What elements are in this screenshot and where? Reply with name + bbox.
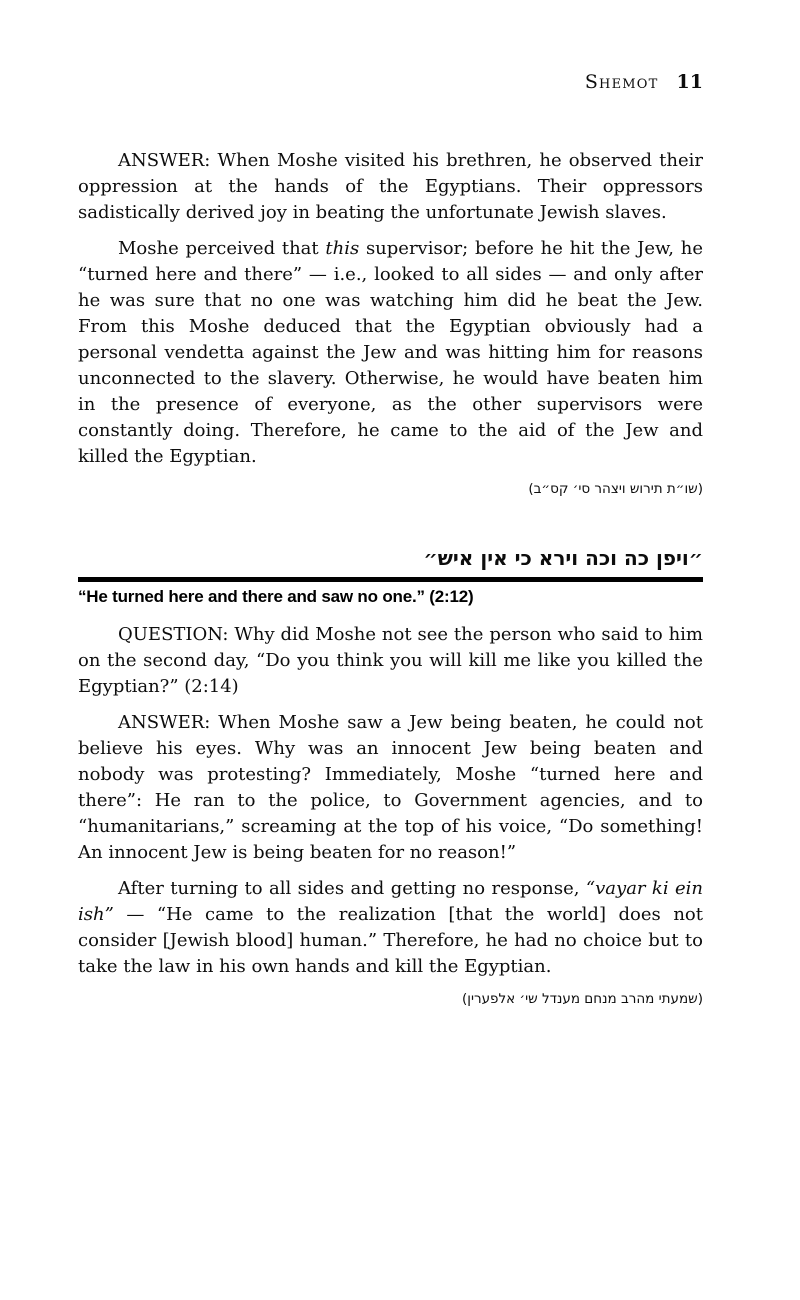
- explanation-text-pre: Moshe perceived that: [118, 238, 326, 259]
- explanation-text-italic: this: [325, 238, 360, 259]
- hebrew-citation-1: (שו״ת תירוש ויצהר סי׳ קס״ב): [528, 481, 703, 497]
- book-title: Shemot: [584, 71, 659, 93]
- heading-divider-rule: [78, 577, 703, 582]
- hebrew-verse-heading: ״ויפן כה וכה וירא כי אין איש״: [423, 546, 703, 570]
- explanation-text-post: supervisor; before he hit the Jew, he “turned here and there” — i.e., looked to all sides — and only after he was sure that no one was watching him did he beat the Jew. From this Moshe deduced that the Egyptian obviously had a personal vendetta against the Jew and was hitting him for reasons unconnected to the slavery. Otherwise, he would have beaten him in the presence of everyone, as the other supervisors were constantly doing. Therefore, he came to the aid of the Jew and killed the Egyptian.: [78, 238, 703, 467]
- question-paragraph: QUESTION: Why did Moshe not see the person who said to him on the second day, “Do you think you will kill me like you killed the Egyptian?” (2:14): [78, 624, 703, 697]
- page-number: 11: [676, 71, 703, 93]
- answer-paragraph-1: ANSWER: When Moshe visited his brethren, he observed their oppression at the hands of the Egyptians. Their oppressors sadistically derived joy in beating the unfortunate Jewish slaves.: [78, 150, 703, 223]
- conclusion-paragraph: [78, 876, 703, 980]
- english-verse-heading: “He turned here and there and saw no one.” (2:12): [78, 587, 474, 606]
- conclusion-text-italic: “vayar ki ein ish”: [78, 878, 703, 925]
- conclusion-text-post: — “He came to the realization [that the world] does not consider [Jewish blood] human.” Therefore, he had no choice but to take the law in his own hands and kill the Egyptian.: [78, 904, 703, 977]
- page-header: [78, 70, 703, 94]
- explanation-paragraph: [78, 236, 703, 470]
- conclusion-text-pre: After turning to all sides and getting no response,: [118, 878, 586, 899]
- hebrew-citation-2: (שמעתי מהרב מנחם מענדל שי׳ אלפערין): [462, 991, 703, 1007]
- section-heading: [78, 546, 703, 608]
- answer-paragraph-2: ANSWER: When Moshe saw a Jew being beaten, he could not believe his eyes. Why was an innocent Jew being beaten and nobody was protesting? Immediately, Moshe “turned here and there”: He ran to the police, to Government agencies, and to “humanitarians,” screaming at the top of his voice, “Do something! An innocent Jew is being beaten for no reason!”: [78, 712, 703, 863]
